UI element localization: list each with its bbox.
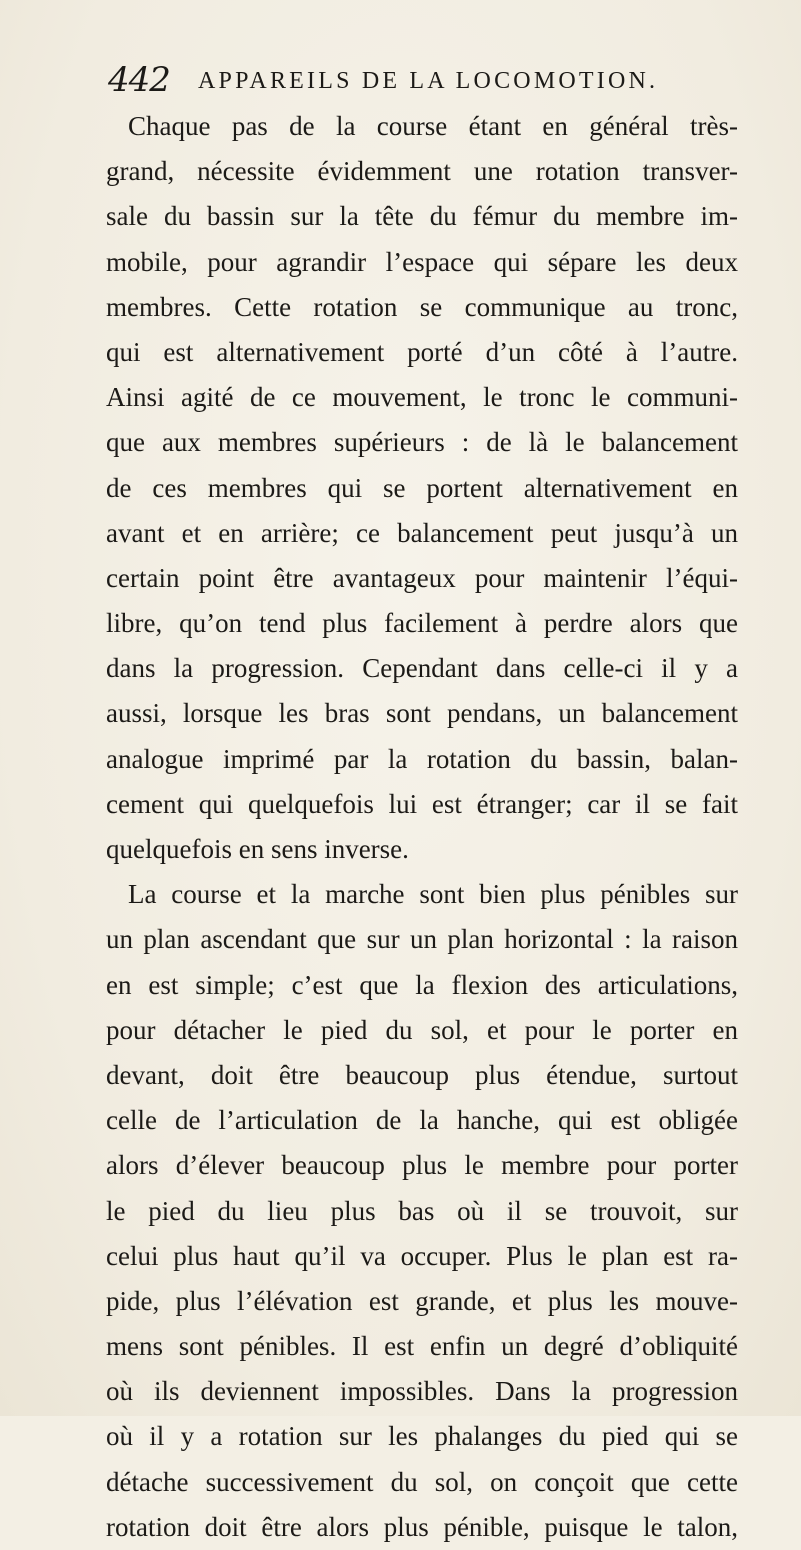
text-line: un plan ascendant que sur un plan horizontal : la raison bbox=[106, 924, 738, 955]
body-text bbox=[106, 104, 738, 1550]
text-line: Ainsi agité de ce mouvement, le tronc le communi- bbox=[106, 382, 738, 413]
page-header bbox=[108, 60, 708, 100]
text-line: mens sont pénibles. Il est enfin un degré d’obliquité bbox=[106, 1331, 738, 1362]
text-line: aussi, lorsque les bras sont pendans, un balancement bbox=[106, 698, 738, 729]
text-line: alors d’élever beaucoup plus le membre pour porter bbox=[106, 1150, 738, 1181]
text-line: analogue imprimé par la rotation du bassin, balan- bbox=[106, 743, 738, 774]
text-line: sale du bassin sur la tête du fémur du membre im- bbox=[106, 201, 738, 232]
text-line: que aux membres supérieurs : de là le balancement bbox=[106, 427, 738, 458]
text-line: où il y a rotation sur les phalanges du pied qui se bbox=[106, 1421, 738, 1452]
text-line: mobile, pour agrandir l’espace qui sépare les deux bbox=[106, 246, 738, 277]
text-line: certain point être avantageux pour maintenir l’équi- bbox=[106, 562, 738, 593]
text-line: celle de l’articulation de la hanche, qui est obligée bbox=[106, 1105, 738, 1136]
text-line: pour détacher le pied du sol, et pour le porter en bbox=[106, 1014, 738, 1045]
text-line: de ces membres qui se portent alternativement en bbox=[106, 472, 738, 503]
text-line: celui plus haut qu’il va occuper. Plus le plan est ra- bbox=[106, 1240, 738, 1271]
text-line: devant, doit être beaucoup plus étendue, surtout bbox=[106, 1059, 738, 1090]
running-head: APPAREILS DE LA LOCOMOTION. bbox=[198, 68, 659, 94]
text-line: dans la progression. Cependant dans celle-ci il y a bbox=[106, 653, 738, 684]
text-line: détache successivement du sol, on conçoit que cette bbox=[106, 1466, 738, 1497]
text-line: où ils deviennent impossibles. Dans la progression bbox=[106, 1376, 738, 1407]
text-line: libre, qu’on tend plus facilement à perdre alors que bbox=[106, 608, 738, 639]
text-line: membres. Cette rotation se communique au tronc, bbox=[106, 291, 738, 322]
text-line: en est simple; c’est que la flexion des articulations, bbox=[106, 969, 738, 1000]
text-line: quelquefois en sens inverse. bbox=[106, 834, 409, 864]
text-line: rotation doit être alors plus pénible, puisque le talon, bbox=[106, 1511, 738, 1542]
text-line: La course et la marche sont bien plus pénibles sur bbox=[128, 879, 738, 910]
text-line: le pied du lieu plus bas où il se trouvoit, sur bbox=[106, 1195, 738, 1226]
text-line: qui est alternativement porté d’un côté à l’autre. bbox=[106, 336, 738, 367]
text-line: cement qui quelquefois lui est étranger; car il se fait bbox=[106, 788, 738, 819]
text-line: pide, plus l’élévation est grande, et plus les mouve- bbox=[106, 1285, 738, 1316]
text-line: avant et en arrière; ce balancement peut jusqu’à un bbox=[106, 517, 738, 548]
page-number: 442 bbox=[108, 60, 170, 100]
text-line: grand, nécessite évidemment une rotation transver- bbox=[106, 156, 738, 187]
text-line: Chaque pas de la course étant en général très- bbox=[128, 111, 738, 141]
